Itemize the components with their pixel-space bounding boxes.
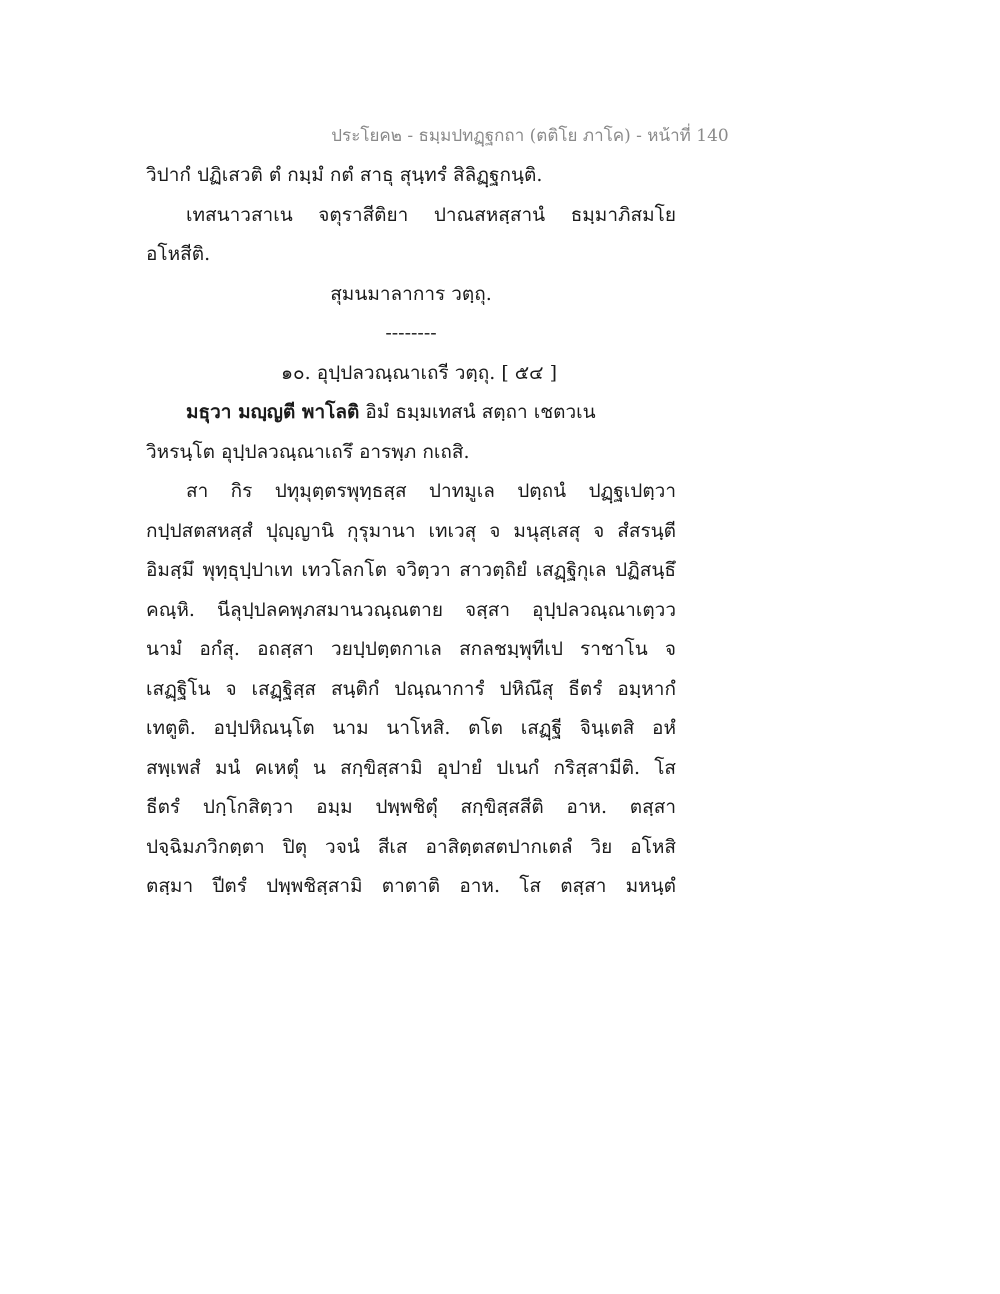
- page-body: [146, 156, 676, 907]
- text-line: อโหสีติ.: [146, 243, 211, 265]
- text-line: ตสฺมา ปีตรํ ปพฺพชิสฺสามิ ตาตาติ อาห. โส ตสฺสา มหนฺตํ: [146, 875, 676, 897]
- text-line: ธีตรํ ปกฺโกสิตฺวา อมฺม ปพฺพชิตุํ สกฺขิสฺสสีติ อาห. ตสฺสา: [146, 796, 676, 818]
- text-line: เทตูติ. อปฺปหิณนฺโต นาม นาโหสิ. ตโต เสฏฺฐี จินฺเตสิ อหํ: [146, 717, 676, 739]
- text-line: [146, 393, 676, 433]
- verse-lead: มธุวา มญฺญตี พาโลติ: [186, 401, 360, 423]
- page-header: ประโยค๒ - ธมฺมปทฏฺฐกถา (ตติโย ภาโค) - หน้าที่ 140: [331, 126, 729, 146]
- text-line: เทสนาวสาเน จตุราสีติยา ปาณสหสฺสานํ ธมฺมาภิสมโย: [186, 203, 676, 226]
- text-line: สพฺเพสํ มนํ คเหตุํ น สกฺขิสฺสามิ อุปายํ ปเนกํ กริสฺสามีติ. โส: [146, 756, 676, 779]
- story-end-line: สุมนมาลาการ วตฺถุ.: [330, 282, 492, 305]
- text-line: เสฏฺฐิโน จ เสฏฺฐิสฺส สนฺติกํ ปณฺณาการํ ปหิณึสุ ธีตรํ อมฺหากํ: [146, 677, 676, 700]
- text-line: คณฺหิ. นีลุปฺปลคพฺภสมานวณฺณตาย จสฺสา อุปฺปลวณฺณาเตฺวว: [146, 598, 676, 621]
- text-line: วิหรนฺโต อุปฺปลวณฺณาเถรึ อารพฺภ กเถสิ.: [146, 440, 470, 463]
- text-line: อิมสฺมึ พุทฺธุปฺปาเท เทวโลกโต จวิตฺวา สาวตฺถิยํ เสฏฺฐิกุเล ปฏิสนฺธึ: [146, 559, 676, 581]
- text-line: นามํ อกํสุ. อถสฺสา วยปฺปตฺตกาเล สกลชมฺพุทีเป ราชาโน จ: [146, 638, 676, 660]
- separator: --------: [385, 322, 437, 344]
- text-line: ปจฺฉิมภวิกตฺตา ปิตุ วจนํ สีเส อาสิตฺตสตปากเตลํ วิย อโหสิ: [146, 835, 676, 858]
- text-line: กปฺปสตสหสฺสํ ปุญฺญานิ กุรุมานา เทเวสุ จ มนุสฺเสสุ จ สํสรนฺตี: [146, 519, 676, 542]
- text-line: วิปากํ ปฏิเสวติ ตํ กมฺมํ กตํ สาธุ สุนฺทรํ สิลิฏฺฐกนฺติ.: [146, 164, 543, 186]
- text-line: สา กิร ปทุมุตฺตรพุทฺธสฺส ปาทมูเล ปตฺถนํ ปฏฺฐเปตฺวา: [186, 480, 676, 502]
- text-line-rest: อิมํ ธมฺมเทสนํ สตฺถา เชตวเน: [359, 401, 596, 423]
- story-title: ๑๐. อุปฺปลวณฺณาเถรี วตฺถุ. [ ๕๔ ]: [280, 361, 557, 384]
